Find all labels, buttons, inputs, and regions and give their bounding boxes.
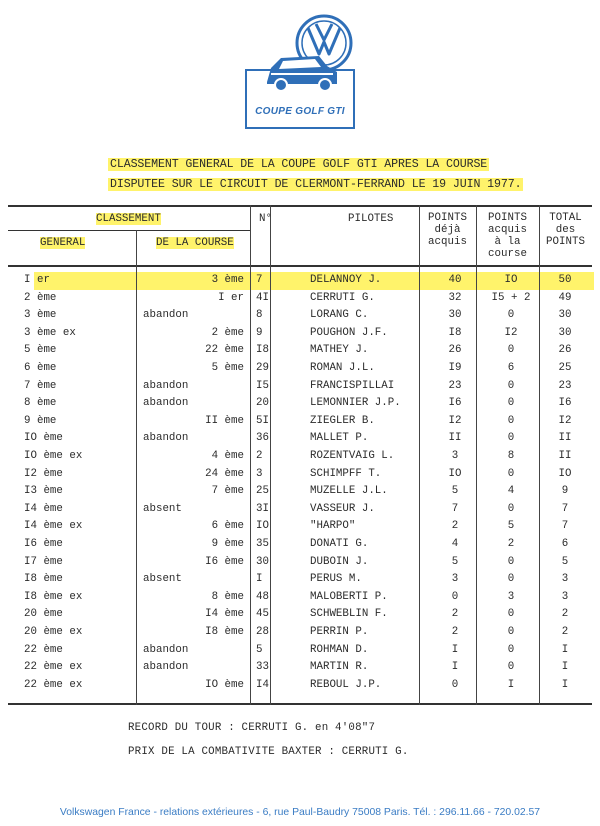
cell-pilote: "HARPO" <box>310 520 356 533</box>
cell-pilote: REBOUL J.P. <box>310 678 382 691</box>
table-row <box>8 342 592 360</box>
cell-total: II <box>558 450 572 462</box>
cell-pilote: SCHWEBLIN F. <box>310 608 388 621</box>
table-row <box>8 659 592 677</box>
cell-num: IO <box>256 520 269 533</box>
cell-total: 9 <box>561 485 569 498</box>
table-row <box>8 448 592 466</box>
cell-general: I4 ème <box>24 502 63 515</box>
car-icon <box>263 52 341 94</box>
cell-points-deja: 2 <box>451 520 459 533</box>
header-general <box>40 237 85 249</box>
cell-course: 2 ème <box>211 326 244 339</box>
cell-points-deja: 0 <box>451 678 459 691</box>
table-row <box>8 501 592 519</box>
cell-num: 7 <box>256 274 263 286</box>
cell-points-acquis: 2 <box>507 538 515 550</box>
cell-num: 45 <box>256 608 269 621</box>
cell-general: 8 ème <box>24 397 57 410</box>
table-row <box>8 395 592 413</box>
cell-pilote: SCHIMPFF T. <box>310 467 382 480</box>
cell-pilote: LORANG C. <box>310 309 369 322</box>
cell-course: abandon <box>143 432 189 445</box>
cell-total: I6 <box>558 397 572 410</box>
cell-num: 3 <box>256 467 263 480</box>
cell-pilote: DONATI G. <box>310 538 369 550</box>
table-row <box>8 307 592 325</box>
cell-points-deja: I8 <box>448 326 462 339</box>
cell-general: I4 ème ex <box>24 520 83 533</box>
table-row <box>8 378 592 396</box>
cell-pilote: MALOBERTI P. <box>310 590 388 603</box>
cell-points-deja: II <box>448 432 462 445</box>
cell-general: I3 ème <box>24 485 63 498</box>
cell-num: 35 <box>256 538 269 550</box>
table-row <box>8 325 592 343</box>
header-course <box>156 237 234 249</box>
cell-points-acquis: 0 <box>507 626 515 638</box>
cell-course: 4 ème <box>211 450 244 462</box>
cell-points-acquis: 0 <box>507 502 515 515</box>
cell-general: 22 ème ex <box>24 661 83 674</box>
cell-pilote: MARTIN R. <box>310 661 369 674</box>
cell-course: I er <box>218 291 244 304</box>
cell-points-deja: 32 <box>448 291 462 304</box>
cell-points-deja: I <box>451 643 459 656</box>
cell-course: abandon <box>143 397 189 410</box>
table-row <box>8 483 592 501</box>
cell-total: II <box>558 432 572 445</box>
cell-points-deja: 40 <box>448 274 462 286</box>
cell-points-acquis: 0 <box>507 432 515 445</box>
cell-points-deja: 7 <box>451 502 459 515</box>
cell-total: I2 <box>558 414 572 427</box>
cell-pilote: ROMAN J.L. <box>310 362 375 374</box>
header-points-deja-1: POINTS <box>428 212 467 224</box>
cell-course: 7 ème <box>211 485 244 498</box>
cell-pilote: MATHEY J. <box>310 344 369 357</box>
cell-course: I4 ème <box>205 608 244 621</box>
cell-points-acquis: 0 <box>507 467 515 480</box>
cell-course: abandon <box>143 309 189 322</box>
header-points-acquis-2: acquis <box>488 224 527 236</box>
cell-num: I4 <box>256 678 269 691</box>
cell-course: abandon <box>143 643 189 656</box>
table-row <box>8 413 592 431</box>
cell-course: absent <box>143 502 182 515</box>
header-points-acquis <box>476 212 539 260</box>
table-bottom-rule <box>8 703 592 705</box>
cell-num: 20 <box>256 397 269 410</box>
cell-course: IO ème <box>205 678 244 691</box>
cell-general: 7 ème <box>24 379 57 392</box>
cell-num: 48 <box>256 590 269 603</box>
cell-total: 49 <box>558 291 572 304</box>
cell-general: 20 ème ex <box>24 626 83 638</box>
cell-pilote: POUGHON J.F. <box>310 326 388 339</box>
cell-points-deja: 26 <box>448 344 462 357</box>
cell-pilote: MUZELLE J.L. <box>310 485 388 498</box>
cell-total: 6 <box>561 538 569 550</box>
cell-points-deja: 0 <box>451 590 459 603</box>
header-total-3: POINTS <box>546 236 585 248</box>
table-row <box>8 606 592 624</box>
cell-general: I er <box>24 274 50 286</box>
cell-pilote: CERRUTI G. <box>310 291 375 304</box>
cell-points-deja: I6 <box>448 397 462 410</box>
cell-points-deja: 3 <box>451 573 459 586</box>
cell-total: 5 <box>561 555 569 568</box>
cell-points-acquis: I5 + 2 <box>491 291 531 304</box>
cell-course: 9 ème <box>211 538 244 550</box>
cell-points-acquis: 0 <box>507 643 515 656</box>
cell-num: 9 <box>256 326 263 339</box>
header-points-deja-2: déjà <box>434 224 461 236</box>
cell-general: 22 ème ex <box>24 678 83 691</box>
cell-total: 23 <box>558 379 572 392</box>
title-line-1 <box>108 158 548 171</box>
cell-pilote: PERUS M. <box>310 573 362 586</box>
title-line-2-text: DISPUTEE SUR LE CIRCUIT DE CLERMONT-FERRAND LE 19 JUIN 1977. <box>110 178 522 191</box>
cell-points-deja: I9 <box>448 362 462 374</box>
header-num: N° <box>259 213 272 225</box>
cell-course: abandon <box>143 379 189 392</box>
table-row <box>8 624 592 642</box>
cell-general: 6 ème <box>24 362 57 374</box>
header-points-acquis-3: à la <box>494 236 521 248</box>
header-course-text: DE LA COURSE <box>156 237 234 249</box>
cell-total: 30 <box>558 326 572 339</box>
cell-points-deja: 3 <box>451 450 459 462</box>
cell-general: 3 ème ex <box>24 326 76 339</box>
cell-points-acquis: IO <box>504 274 518 286</box>
cell-num: 25 <box>256 485 269 498</box>
cell-total: 2 <box>561 626 569 638</box>
cell-points-acquis: 0 <box>507 379 515 392</box>
cell-points-deja: I2 <box>448 414 462 427</box>
header-total-2: des <box>555 224 576 236</box>
cell-num: 30 <box>256 555 269 568</box>
cell-points-acquis: 0 <box>507 573 515 586</box>
cell-points-acquis: I <box>507 678 515 691</box>
cell-general: IO ème ex <box>24 450 83 462</box>
cell-course: absent <box>143 573 182 586</box>
cell-course: 22 ème <box>205 344 244 357</box>
cell-num: 28 <box>256 626 269 638</box>
table-top-rule <box>8 205 592 207</box>
cell-pilote: VASSEUR J. <box>310 502 375 515</box>
table-row <box>8 677 592 695</box>
cell-pilote: DUBOIN J. <box>310 555 369 568</box>
cell-points-acquis: 0 <box>507 555 515 568</box>
logo-text: COUPE GOLF GTI <box>255 106 345 117</box>
header-points-acquis-1: POINTS <box>488 212 527 224</box>
cell-total: I <box>561 678 569 691</box>
cell-points-deja: 23 <box>448 379 462 392</box>
table-row <box>8 518 592 536</box>
cell-pilote: FRANCISPILLAI <box>310 379 395 392</box>
cell-num: I8 <box>256 344 269 357</box>
cell-pilote: ROHMAN D. <box>310 643 369 656</box>
header-pilotes: PILOTES <box>348 213 394 225</box>
cell-pilote: ROZENTVAIG L. <box>310 450 395 462</box>
header-classement-text: CLASSEMENT <box>96 213 161 225</box>
results-table <box>8 205 592 705</box>
cell-points-deja: 2 <box>451 626 459 638</box>
cell-points-acquis: 4 <box>507 485 515 498</box>
header-total-1: TOTAL <box>549 212 582 224</box>
cell-total: 7 <box>561 502 569 515</box>
cell-points-acquis: 0 <box>507 309 515 322</box>
table-row <box>8 360 592 378</box>
cell-total: 26 <box>558 344 572 357</box>
cell-points-deja: 2 <box>451 608 459 621</box>
cell-total: 25 <box>558 362 572 374</box>
cell-total: 3 <box>561 573 569 586</box>
table-row <box>8 589 592 607</box>
classement-sub-rule <box>8 230 250 231</box>
cell-total: I <box>561 643 569 656</box>
cell-points-acquis: 8 <box>507 450 515 462</box>
table-row <box>8 554 592 572</box>
table-row <box>8 642 592 660</box>
cell-num: 36 <box>256 432 269 445</box>
cell-num: 33 <box>256 661 269 674</box>
cell-points-acquis: 3 <box>507 590 515 603</box>
cell-num: 4I <box>256 291 269 304</box>
cell-total: 30 <box>558 309 572 322</box>
cell-course: 24 ème <box>205 467 244 480</box>
cell-points-acquis: 0 <box>507 397 515 410</box>
cell-pilote: DELANNOY J. <box>310 274 382 286</box>
cell-num: I <box>256 573 263 586</box>
header-points-acquis-4: course <box>488 248 527 260</box>
cell-total: 50 <box>558 274 572 286</box>
cell-points-deja: 30 <box>448 309 462 322</box>
cell-course: 6 ème <box>211 520 244 533</box>
cell-pilote: LEMONNIER J.P. <box>310 397 401 410</box>
cell-course: abandon <box>143 661 189 674</box>
cell-total: 3 <box>561 590 569 603</box>
cell-points-acquis: I2 <box>504 326 518 339</box>
cell-general: 9 ème <box>24 414 57 427</box>
table-row <box>8 466 592 484</box>
cell-general: I8 ème ex <box>24 590 83 603</box>
cell-points-deja: 5 <box>451 485 459 498</box>
cell-num: 8 <box>256 309 263 322</box>
table-row <box>8 571 592 589</box>
cell-num: 2 <box>256 450 263 462</box>
cell-num: 29 <box>256 362 269 374</box>
prix-combativite: PRIX DE LA COMBATIVITE BAXTER : CERRUTI G. <box>128 746 409 758</box>
cell-general: I7 ème <box>24 555 63 568</box>
cell-course: I6 ème <box>205 555 244 568</box>
cell-pilote: ZIEGLER B. <box>310 414 375 427</box>
cell-num: I5 <box>256 379 269 392</box>
header-classement <box>96 213 161 225</box>
cell-num: 3I <box>256 502 269 515</box>
cell-total: IO <box>558 467 572 480</box>
cell-course: 8 ème <box>211 590 244 603</box>
cell-total: 2 <box>561 608 569 621</box>
cell-points-acquis: 0 <box>507 414 515 427</box>
cell-points-acquis: 5 <box>507 520 515 533</box>
header-bottom-rule <box>8 265 592 267</box>
cell-total: 7 <box>561 520 569 533</box>
cell-general: I2 ème <box>24 467 63 480</box>
title-line-2 <box>108 178 548 191</box>
header-total <box>539 212 592 248</box>
coupe-golf-gti-logo <box>245 14 355 118</box>
header-points-deja-3: acquis <box>428 236 467 248</box>
title-line-1-text: CLASSEMENT GENERAL DE LA COUPE GOLF GTI APRES LA COURSE <box>110 158 488 171</box>
cell-num: 5 <box>256 643 263 656</box>
cell-points-deja: 5 <box>451 555 459 568</box>
cell-general: 2 ème <box>24 291 57 304</box>
table-row <box>8 430 592 448</box>
cell-general: 22 ème <box>24 643 63 656</box>
record-du-tour: RECORD DU TOUR : CERRUTI G. en 4'08"7 <box>128 722 376 734</box>
header-general-text: GENERAL <box>40 237 86 249</box>
cell-course: 3 ème <box>211 274 244 286</box>
cell-points-acquis: 0 <box>507 661 515 674</box>
cell-points-acquis: 6 <box>507 362 515 374</box>
cell-course: II ème <box>205 414 244 427</box>
publisher-address: Volkswagen France - relations extérieures - 6, rue Paul-Baudry 75008 Paris. Tél. : 296.11.66 - 720.02.57 <box>59 807 541 818</box>
cell-pilote: MALLET P. <box>310 432 369 445</box>
cell-points-deja: IO <box>448 467 462 480</box>
cell-num: 5I <box>256 414 269 427</box>
table-row <box>8 290 592 308</box>
cell-general: IO ème <box>24 432 63 445</box>
cell-general: 5 ème <box>24 344 57 357</box>
cell-total: I <box>561 661 569 674</box>
cell-points-deja: I <box>451 661 459 674</box>
cell-points-deja: 4 <box>451 538 459 550</box>
cell-course: I8 ème <box>205 626 244 638</box>
cell-points-acquis: 0 <box>507 344 515 357</box>
cell-course: 5 ème <box>211 362 244 374</box>
header-points-deja <box>419 212 476 248</box>
cell-general: I6 ème <box>24 538 63 550</box>
cell-general: 20 ème <box>24 608 63 621</box>
table-row <box>8 536 592 554</box>
table-row <box>8 272 592 290</box>
cell-pilote: PERRIN P. <box>310 626 369 638</box>
cell-points-acquis: 0 <box>507 608 515 621</box>
cell-general: 3 ème <box>24 309 57 322</box>
cell-general: I8 ème <box>24 573 63 586</box>
